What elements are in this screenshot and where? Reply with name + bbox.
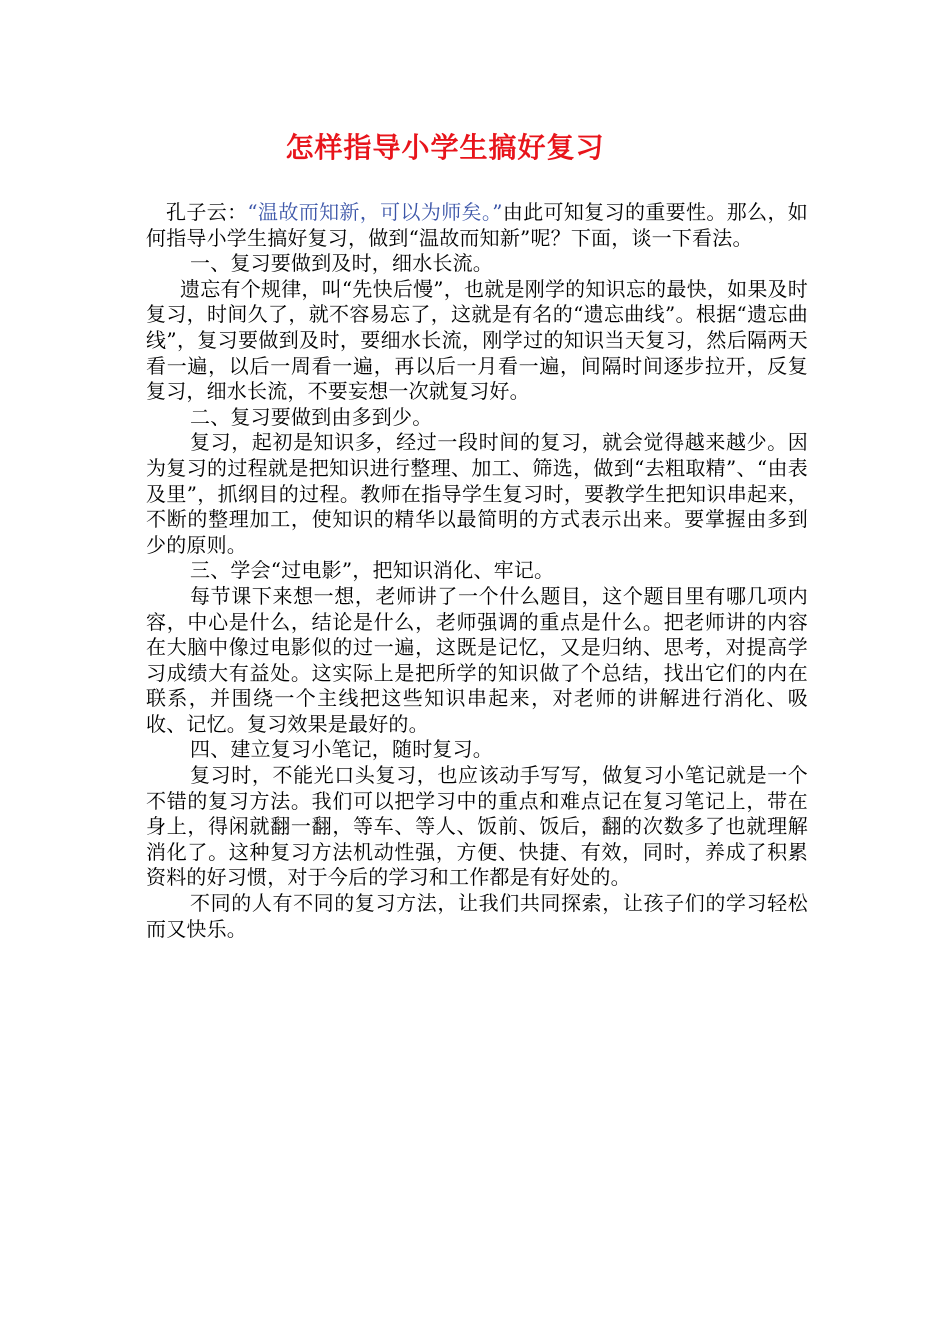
intro-paragraph <box>146 200 808 251</box>
section-heading-4: 四、建立复习小笔记，随时复习。 <box>190 737 493 762</box>
section-heading-2: 二、复习要做到由多到少。 <box>190 404 433 429</box>
section-heading-1: 一、复习要做到及时，细水长流。 <box>190 251 493 276</box>
section-paragraph-2: 复习，起初是知识多，经过一段时间的复习，就会觉得越来越少。因为复习的过程就是把知识进行整理、加工、筛选，做到“去粗取精”、“由表及里”，抓纲目的过程。教师在指导学生复习时，要教学生把知识串起来，不断的整理加工，使知识的精华以最简明的方式表示出来。要掌握由多到少的原则。 <box>146 430 808 557</box>
closing-paragraph: 不同的人有不同的复习方法，让我们共同探索，让孩子们的学习轻松而又快乐。 <box>146 891 808 941</box>
page-title: 怎样指导小学生搞好复习 <box>285 131 605 164</box>
section-paragraph-4: 复习时，不能光口头复习，也应该动手写写，做复习小笔记就是一个不错的复习方法。我们可以把学习中的重点和难点记在复习笔记上，带在身上，得闲就翻一翻，等车、等人、饭前、饭后，翻的次数多了也就理解消化了。这种复习方法机动性强，方便、快捷、有效，同时，养成了积累资料的好习惯，对于今后的学习和工作都是有好处的。 <box>146 763 808 890</box>
intro-rest: 由此可知复习的重要性。那么，如何指导小学生搞好复习，做到“温故而知新”呢？下面，谈一下看法。 <box>146 200 809 250</box>
section-paragraph-3: 每节课下来想一想，老师讲了一个什么题目，这个题目里有哪几项内容，中心是什么，结论是什么，老师强调的重点是什么。把老师讲的内容在大脑中像过电影似的过一遍，这既是记忆，又是归纳、思考，对提高学习成绩大有益处。这实际上是把所学的知识做了个总结，找出它们的内在联系，并围绕一个主线把这些知识串起来，对老师的讲解进行消化、吸收、记忆。复习效果是最好的。 <box>146 583 808 736</box>
article-body <box>146 200 808 942</box>
intro-quote: “温故而知新，可以为师矣。” <box>247 200 503 224</box>
section-paragraph-1: 遗忘有个规律，叫“先快后慢”，也就是刚学的知识忘的最快，如果及时复习，时间久了，就不容易忘了，这就是有名的“遗忘曲线”。根据“遗忘曲线”，复习要做到及时，要细水长流，刚学过的知识当天复习，然后隔两天看一遍，以后一周看一遍，再以后一月看一遍，间隔时间逐步拉开，反复复习，细水长流，不要妄想一次就复习好。 <box>146 276 808 404</box>
section-heading-3: 三、学会“过电影”，把知识消化、牢记。 <box>190 558 555 583</box>
intro-lead: 孔子云： <box>166 200 248 224</box>
